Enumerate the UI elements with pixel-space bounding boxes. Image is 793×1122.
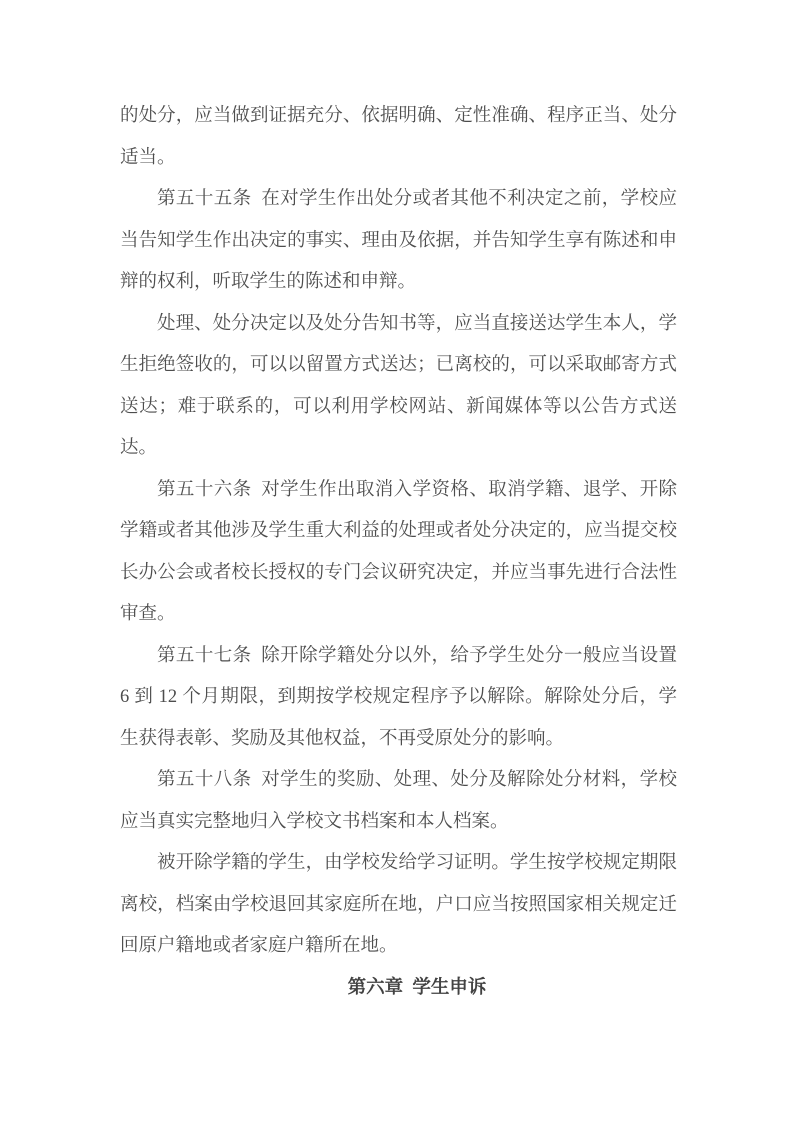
paragraph: 第五十六条 对学生作出取消入学资格、取消学籍、退学、开除学籍或者其他涉及学生重大利益的处理或者处分决定的，应当提交校长办公会或者校长授权的专门会议研究决定，并应当事先进行合法性审查。 — [120, 479, 677, 624]
paragraph: 的处分，应当做到证据充分、依据明确、定性准确、程序正当、处分适当。 — [120, 106, 677, 168]
paragraph: 被开除学籍的学生，由学校发给学习证明。学生按学校规定期限离校，档案由学校退回其家庭所在地，户口应当按照国家相关规定迁回原户籍地或者家庭户籍所在地。 — [120, 853, 677, 956]
paragraph: 第五十八条 对学生的奖励、处理、处分及解除处分材料，学校应当真实完整地归入学校文书档案和本人档案。 — [120, 770, 677, 832]
chapter-heading: 第六章 学生申诉 — [347, 977, 487, 998]
paragraph: 第五十五条 在对学生作出处分或者其他不利决定之前，学校应当告知学生作出决定的事实、理由及依据，并告知学生享有陈述和申辩的权利，听取学生的陈述和申辩。 — [120, 189, 677, 292]
paragraph: 处理、处分决定以及处分告知书等，应当直接送达学生本人，学生拒绝签收的，可以以留置方式送达；已离校的，可以采取邮寄方式送达；难于联系的，可以利用学校网站、新闻媒体等以公告方式送达。 — [120, 313, 677, 458]
paragraph: 第五十七条 除开除学籍处分以外，给予学生处分一般应当设置 6 到 12 个月期限，到期按学校规定程序予以解除。解除处分后，学生获得表彰、奖励及其他权益，不再受原处分的影响。 — [120, 645, 677, 749]
document-content — [120, 96, 677, 1009]
